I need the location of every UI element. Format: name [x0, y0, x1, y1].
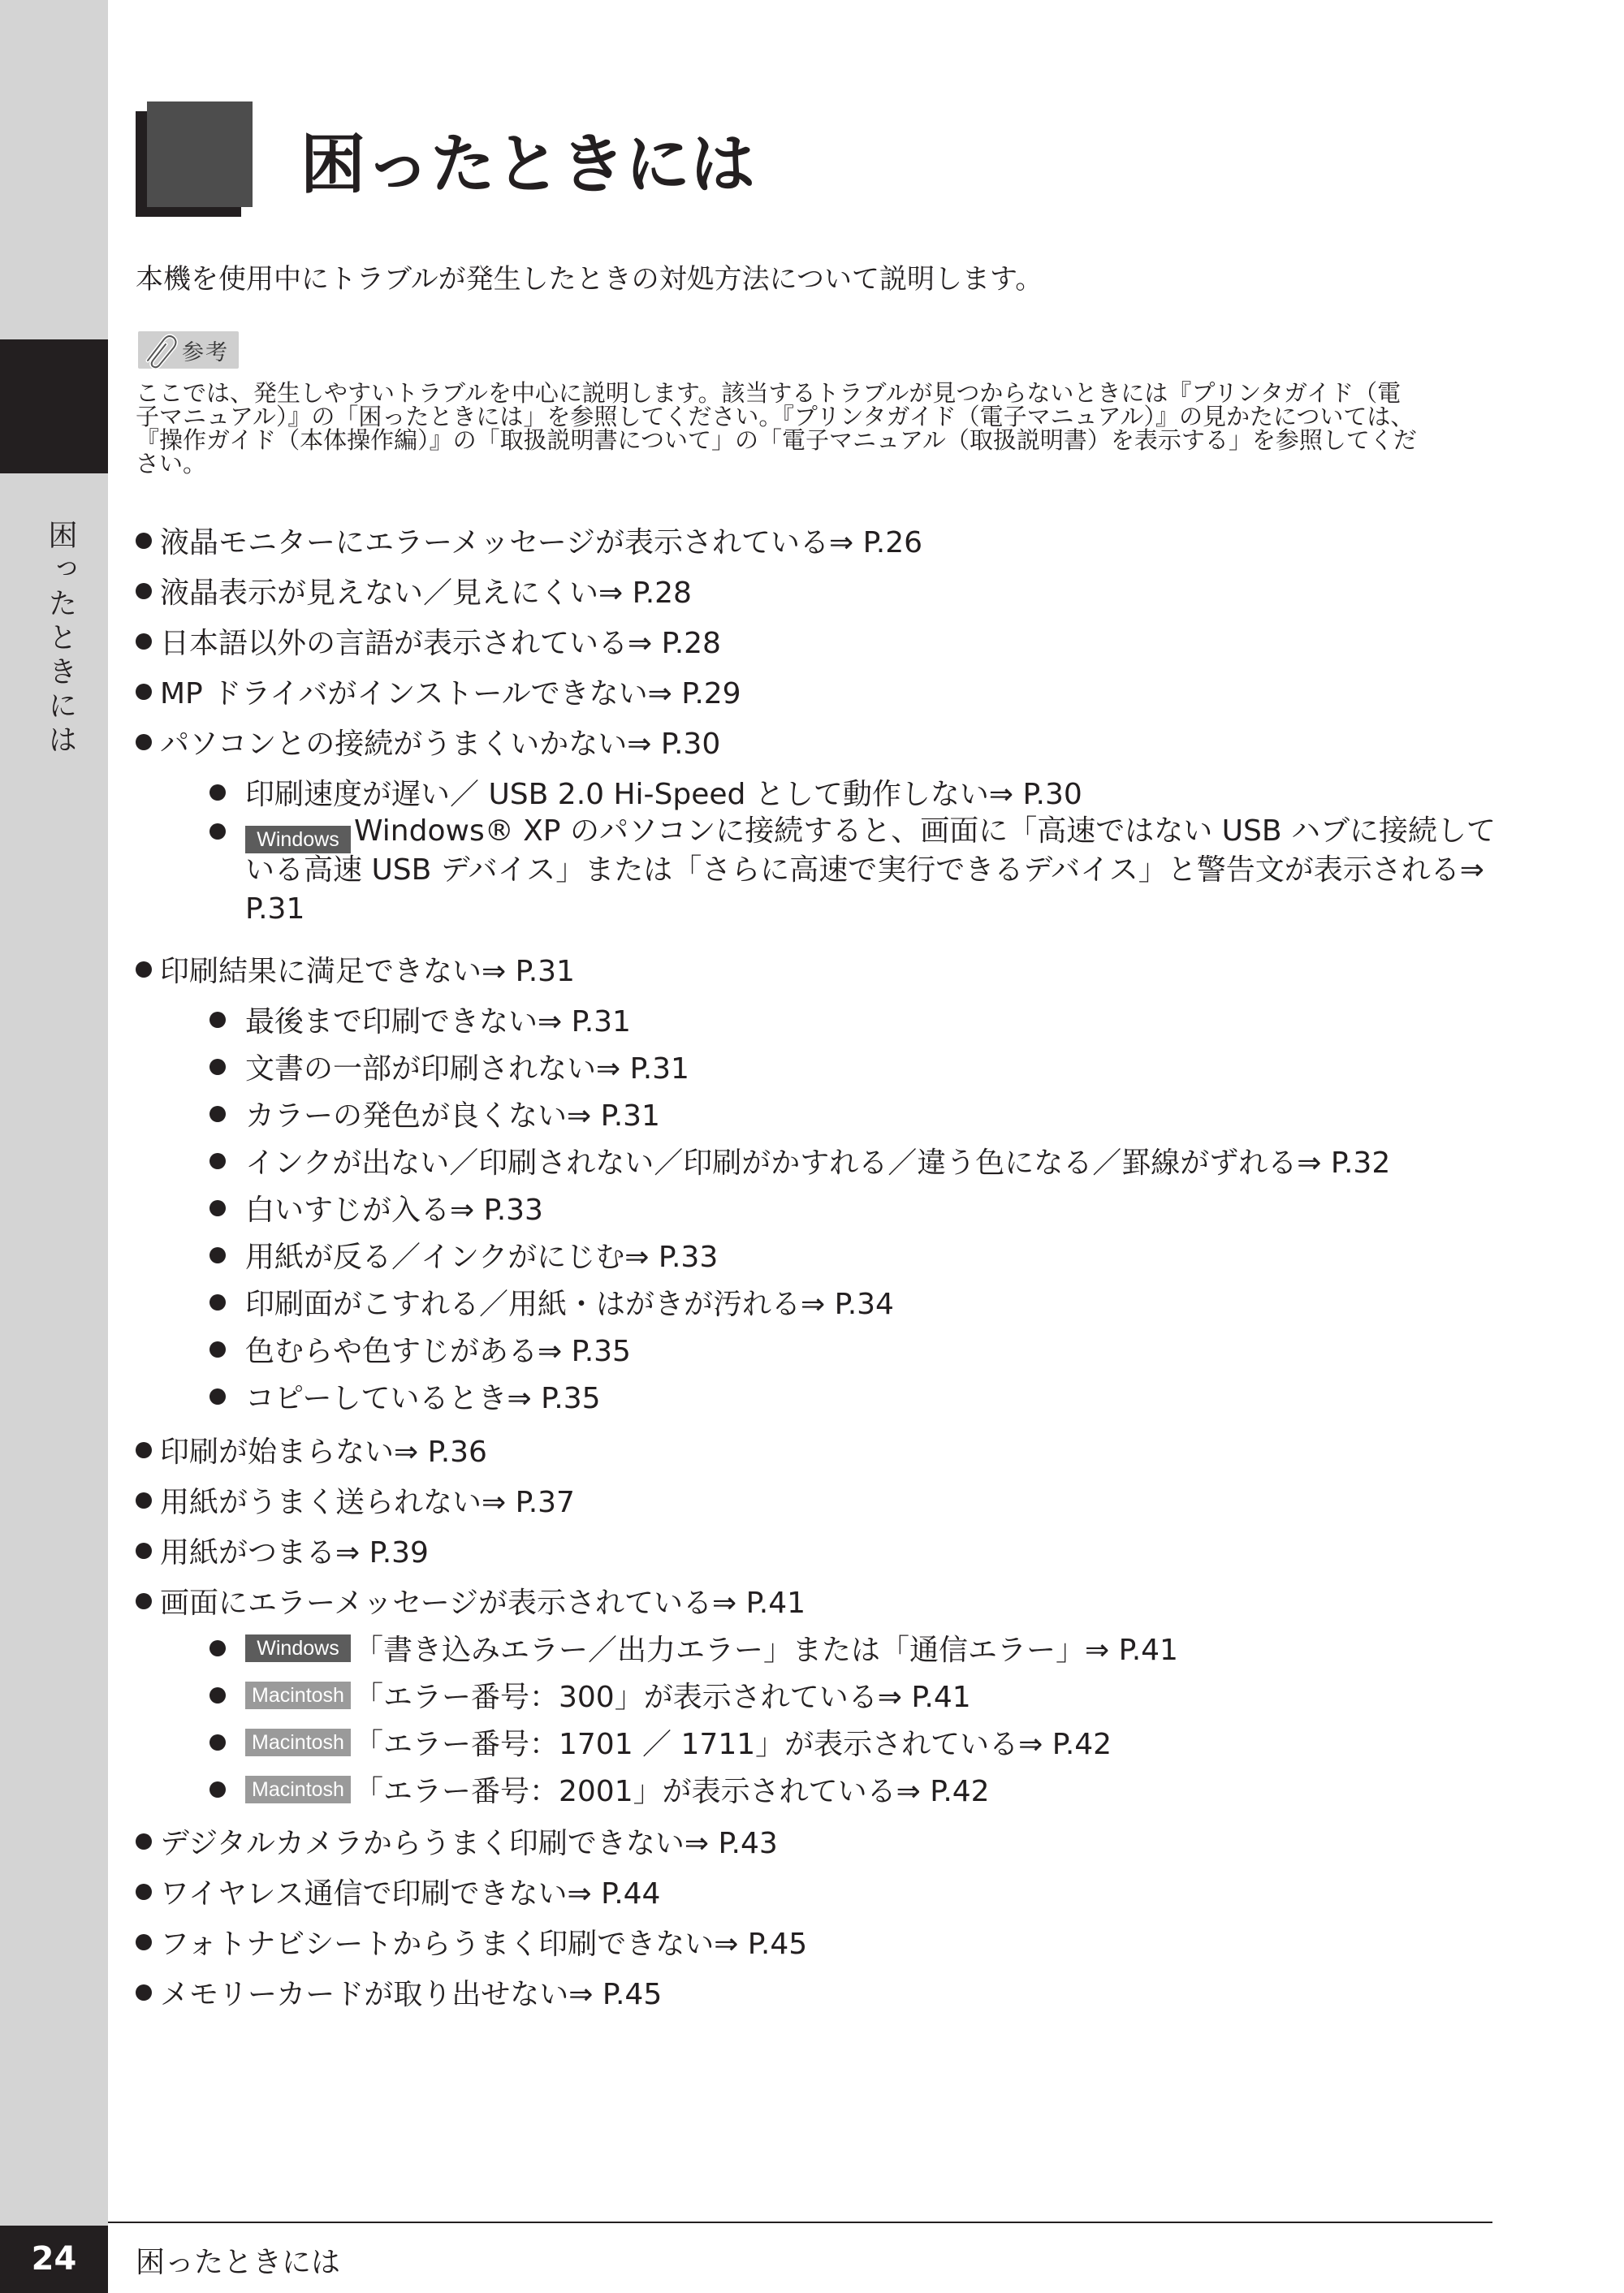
list-item[interactable]: メモリーカードが取り出せない⇒ P.45 — [136, 1971, 662, 2013]
list-item[interactable]: パソコンとの接続がうまくいかない⇒ P.30 — [136, 721, 720, 762]
bullet-icon — [136, 583, 152, 599]
bullet-icon — [209, 1341, 226, 1358]
sub-list-item[interactable]: 最後まで印刷できない⇒ P.31 — [209, 999, 631, 1040]
bullet-icon — [136, 533, 152, 549]
bullet-icon — [209, 784, 226, 801]
bullet-icon — [209, 1734, 226, 1751]
bullet-icon — [209, 1687, 226, 1704]
intro-text: 本機を使用中にトラブルが発生したときの対処方法について説明します。 — [136, 263, 1043, 296]
bullet-icon — [136, 1593, 152, 1609]
footer-section-title: 困ったときには — [136, 2246, 341, 2279]
sub-list-item[interactable]: インクが出ない／印刷されない／印刷がかすれる／違う色になる／罫線がずれる⇒ P.32 — [209, 1140, 1390, 1181]
page-number: 24 — [31, 2240, 77, 2278]
list-item[interactable]: 液晶モニターにエラーメッセージが表示されている⇒ P.26 — [136, 520, 922, 561]
bullet-icon — [209, 823, 226, 840]
macintosh-badge-icon: Macintosh — [245, 1729, 351, 1756]
bullet-icon — [209, 1640, 226, 1656]
bullet-icon — [136, 1442, 152, 1458]
note-badge — [138, 331, 239, 369]
list-item[interactable]: MP ドライバがインストールできない⇒ P.29 — [136, 671, 741, 712]
sub-list-item[interactable]: カラーの発色が良くない⇒ P.31 — [209, 1093, 660, 1134]
bullet-icon — [136, 1934, 152, 1950]
bullet-icon — [209, 1106, 226, 1122]
sub-list-item[interactable]: 印刷速度が遅い／ USB 2.0 Hi-Speed として動作しない⇒ P.30 — [209, 771, 1082, 813]
bullet-icon — [209, 1247, 226, 1263]
sub-list-item[interactable]: 用紙が反る／インクがにじむ⇒ P.33 — [209, 1234, 718, 1276]
sub-list-item[interactable]: Macintosh 「エラー番号：300」が表示されている⇒ P.41 — [209, 1674, 971, 1716]
bullet-icon — [136, 1984, 152, 2001]
macintosh-badge-icon: Macintosh — [245, 1776, 351, 1803]
bullet-icon — [209, 1294, 226, 1311]
sub-list-item[interactable]: Macintosh 「エラー番号：2001」が表示されている⇒ P.42 — [209, 1768, 990, 1810]
list-item[interactable]: 液晶表示が見えない／見えにくい⇒ P.28 — [136, 570, 692, 611]
bullet-icon — [136, 1492, 152, 1509]
side-tab-marker — [0, 339, 108, 473]
bullet-icon — [136, 734, 152, 750]
list-item[interactable]: 画面にエラーメッセージが表示されている⇒ P.41 — [136, 1580, 806, 1622]
sub-list-item[interactable]: コピーしているとき⇒ P.35 — [209, 1375, 601, 1417]
side-section-label: 困ったときには — [44, 520, 77, 758]
list-item[interactable]: 用紙がつまる⇒ P.39 — [136, 1530, 429, 1571]
bullet-icon — [209, 1153, 226, 1169]
bullet-icon — [209, 1012, 226, 1028]
page-title: 困ったときには — [300, 127, 755, 202]
windows-badge-icon: Windows — [245, 1634, 351, 1662]
bullet-icon — [209, 1781, 226, 1798]
list-item[interactable]: 日本語以外の言語が表示されている⇒ P.28 — [136, 620, 721, 662]
note-line: 『操作ガイド（本体操作編）』の「取扱説明書について」の「電子マニュアル（取扱説明書）を表示する」を参照してくだ — [136, 426, 1417, 454]
list-item[interactable]: 用紙がうまく送られない⇒ P.37 — [136, 1479, 575, 1521]
list-item[interactable]: ワイヤレス通信で印刷できない⇒ P.44 — [136, 1871, 660, 1912]
sub-list-item-windows-xp[interactable]: Windows Windows® XP のパソコンに接続すると、画面に「高速ではない USB ハブに接続している高速 USB デバイス」または「さらに高速で実行できるデバイス」と警告文が表示される⇒ P.31 — [209, 812, 1525, 929]
sub-list-item[interactable]: 色むらや色すじがある⇒ P.35 — [209, 1328, 631, 1370]
bullet-icon — [209, 1200, 226, 1216]
note-line: さい。 — [136, 450, 207, 477]
bullet-icon — [136, 1884, 152, 1900]
list-item[interactable]: 印刷結果に満足できない⇒ P.31 — [136, 948, 575, 990]
sub-list-item[interactable]: 白いすじが入る⇒ P.33 — [209, 1187, 543, 1229]
note-line: 子マニュアル）』の「困ったときには」を参照してください。『プリンタガイド（電子マニュアル）』の見かたについては、 — [136, 403, 1415, 430]
note-text — [136, 379, 1508, 477]
bullet-icon — [209, 1059, 226, 1075]
bullet-icon — [136, 633, 152, 650]
sub-list-item[interactable]: Windows 「書き込みエラー／出力エラー」または「通信エラー」⇒ P.41 — [209, 1627, 1178, 1669]
title-square-icon — [136, 101, 253, 218]
bullet-icon — [209, 1388, 226, 1405]
windows-badge-icon: Windows — [245, 826, 351, 853]
note-label: 参考 — [182, 339, 229, 365]
footer-divider — [108, 2222, 1492, 2223]
sub-list-item[interactable]: 文書の一部が印刷されない⇒ P.31 — [209, 1046, 689, 1087]
sub-list-item[interactable]: 印刷面がこすれる／用紙・はがきが汚れる⇒ P.34 — [209, 1281, 894, 1323]
note-line: ここでは、発生しやすいトラブルを中心に説明します。該当するトラブルが見つからないときには『プリンタガイド（電 — [136, 379, 1402, 407]
list-item[interactable]: デジタルカメラからうまく印刷できない⇒ P.43 — [136, 1820, 778, 1862]
macintosh-badge-icon: Macintosh — [245, 1682, 351, 1709]
bullet-icon — [136, 961, 152, 978]
list-item[interactable]: 印刷が始まらない⇒ P.36 — [136, 1429, 487, 1470]
list-item[interactable]: フォトナビシートからうまく印刷できない⇒ P.45 — [136, 1921, 807, 1963]
bullet-icon — [136, 684, 152, 700]
paperclip-icon — [138, 331, 180, 369]
sub-list-item[interactable]: Macintosh 「エラー番号：1701 ／ 1711」が表示されている⇒ P.42 — [209, 1721, 1112, 1763]
bullet-icon — [136, 1833, 152, 1850]
bullet-icon — [136, 1543, 152, 1559]
